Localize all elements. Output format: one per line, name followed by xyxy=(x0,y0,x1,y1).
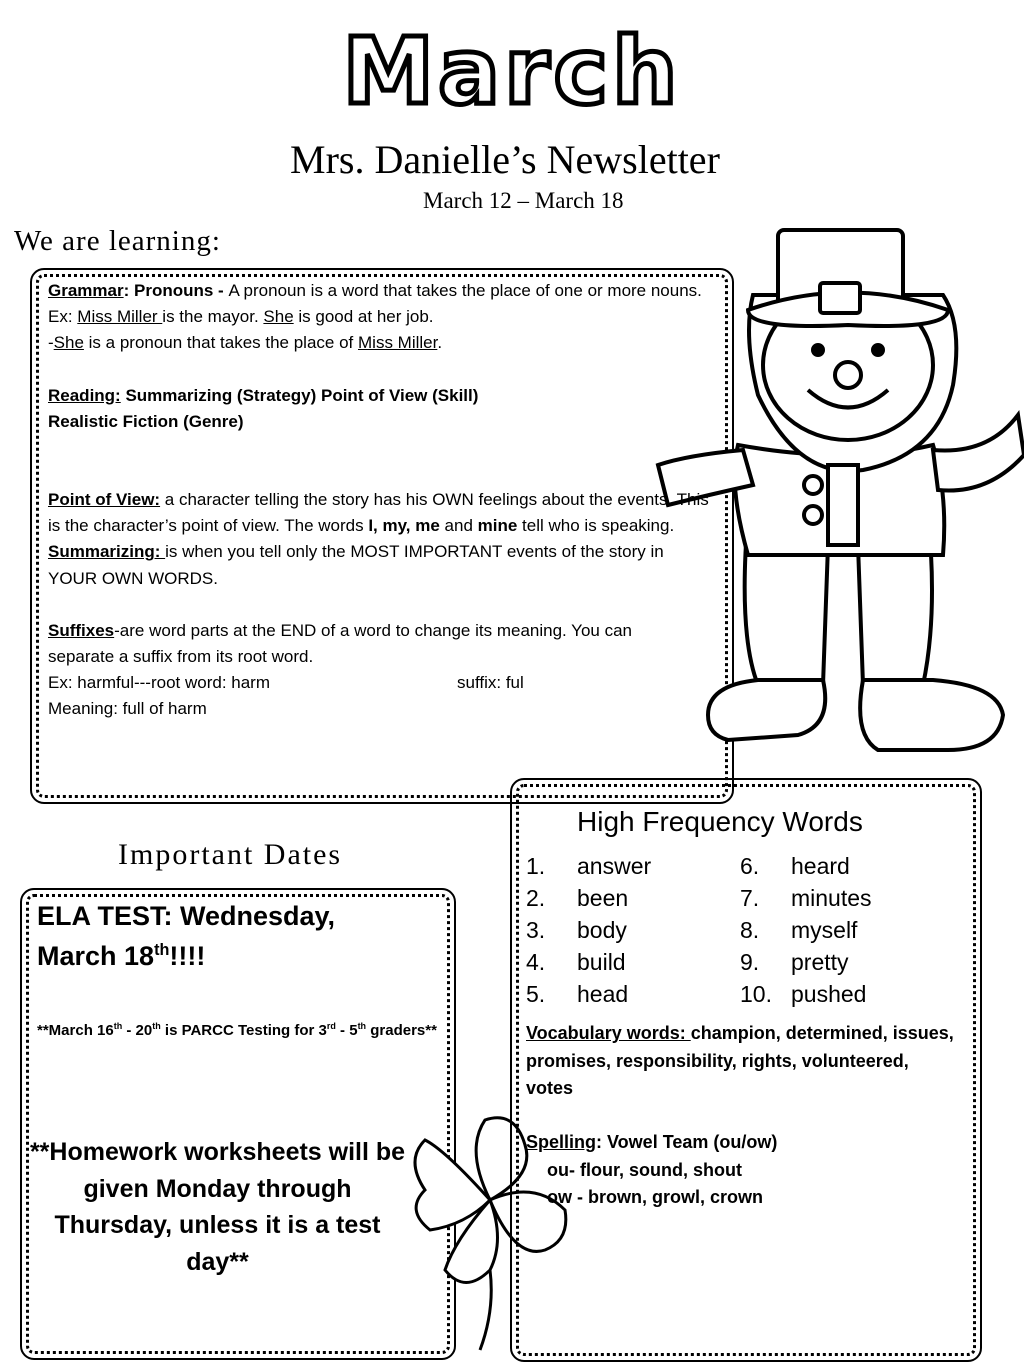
vocab-list: champion, determined, issues, promises, responsibility, rights, volunteered, votes xyxy=(526,1023,954,1098)
pov-words: I, my, me xyxy=(368,516,440,536)
ela-date: March 18 xyxy=(37,941,155,971)
spelling-topic: : Vowel Team (ou/ow) xyxy=(596,1132,778,1152)
hfw-word: minutes xyxy=(791,885,872,911)
hfw-row xyxy=(526,914,966,946)
hfw-number: 8. xyxy=(740,917,760,943)
hfw-number: 1. xyxy=(526,853,546,879)
hfw-word: body xyxy=(577,917,627,943)
spelling-line xyxy=(526,1129,956,1157)
ela-test-line2 xyxy=(37,936,437,976)
pov-text: a character telling the story has his OWN feelings about the events. This is the character’s point of view. The words xyxy=(48,490,709,536)
suffix-label: Suffixes xyxy=(48,620,115,640)
reading-label: Reading: xyxy=(48,385,121,405)
summarizing-paragraph xyxy=(48,539,698,591)
hfw-row xyxy=(526,978,966,1010)
pov-text-end: tell who is speaking. xyxy=(517,516,675,536)
suffix-paragraph xyxy=(48,618,698,670)
date-range: March 12 – March 18 xyxy=(423,188,624,213)
note-dash: - xyxy=(48,333,54,353)
suffix-meaning: Meaning: full of harm xyxy=(48,699,207,719)
pov-mine: mine xyxy=(477,516,518,536)
note-pronoun: She xyxy=(53,333,84,353)
reading-genre: Realistic Fiction (Genre) xyxy=(48,411,244,431)
learning-content xyxy=(48,278,728,723)
pov-label: Point of View: xyxy=(48,490,161,510)
grammar-example xyxy=(48,304,728,330)
hfw-number: 4. xyxy=(526,949,546,975)
hfw-word: myself xyxy=(791,917,858,943)
reading-line xyxy=(48,383,728,409)
spelling-ou: ou- flour, sound, shout xyxy=(547,1159,742,1180)
hfw-number: 5. xyxy=(526,981,546,1007)
grammar-paragraph xyxy=(48,278,728,304)
suffix-example-root: Ex: harmful---root word: harm xyxy=(48,673,270,693)
vocab-label: Vocabulary words: xyxy=(526,1023,691,1043)
ela-date-suffix: th xyxy=(154,941,170,959)
ex-pronoun: She xyxy=(263,307,294,327)
suffix-example-suffix: suffix: ful xyxy=(457,673,524,693)
grammar-topic: : Pronouns - xyxy=(123,281,229,300)
ex-noun: Miss Miller xyxy=(77,307,163,327)
ex-end: is good at her job. xyxy=(293,307,434,327)
parcc-sup1: th xyxy=(113,1021,123,1031)
grammar-definition: A pronoun is a word that takes the place of one or more nouns. xyxy=(228,281,702,300)
note-end: . xyxy=(437,333,443,353)
note-noun: Miss Miller xyxy=(358,333,438,353)
sum-label: Summarizing: xyxy=(48,542,166,562)
parcc-a: **March 16 xyxy=(37,1022,114,1039)
vocabulary-words xyxy=(526,1020,956,1103)
ela-test-line1: ELA TEST: Wednesday, xyxy=(37,901,336,931)
spelling-label: Spelling xyxy=(526,1132,597,1152)
hfw-word: heard xyxy=(791,853,850,879)
hfw-word: answer xyxy=(577,853,652,879)
hfw-number: 6. xyxy=(740,853,760,879)
ela-exclaim: !!!! xyxy=(169,941,206,971)
newsletter-subtitle: Mrs. Danielle’s Newsletter xyxy=(290,137,720,182)
hfw-number: 2. xyxy=(526,885,546,911)
grammar-note xyxy=(48,330,728,356)
ela-test-notice xyxy=(37,896,437,976)
grammar-label: Grammar xyxy=(48,281,124,300)
spelling-section xyxy=(526,1129,956,1212)
hfw-word: pretty xyxy=(791,949,849,975)
hfw-row xyxy=(526,882,966,914)
hfw-number: 7. xyxy=(740,885,760,911)
hfw-word: pushed xyxy=(791,981,867,1007)
suffix-example xyxy=(48,670,728,696)
hfw-word: head xyxy=(577,981,629,1007)
pov-paragraph xyxy=(48,487,713,539)
suffix-text: -are word parts at the END of a word to change its meaning. You can separate a suffix from its root word. xyxy=(48,620,632,667)
parcc-b: - 20 xyxy=(122,1022,153,1039)
hfw-word: been xyxy=(577,885,629,911)
hfw-row xyxy=(526,946,966,978)
parcc-sup4: th xyxy=(357,1021,367,1031)
hfw-number: 3. xyxy=(526,917,546,943)
parcc-notice xyxy=(37,1018,437,1043)
hfw-number: 10. xyxy=(740,981,772,1007)
parcc-sup3: rd xyxy=(326,1021,336,1031)
month-title: March xyxy=(342,18,682,125)
homework-notice: **Homework worksheets will be given Monday through Thursday, unless it is a test day** xyxy=(29,1138,406,1276)
hfw-list xyxy=(526,850,966,1010)
pov-and: and xyxy=(439,516,478,536)
ex-prefix: Ex: xyxy=(48,307,78,327)
hfw-word: build xyxy=(577,949,626,975)
important-dates-heading: Important Dates xyxy=(118,838,343,871)
hfw-heading: High Frequency Words xyxy=(577,806,863,837)
note-mid: is a pronoun that takes the place of xyxy=(83,333,358,353)
reading-text: Summarizing (Strategy) Point of View (Skill) xyxy=(120,385,479,405)
hfw-row xyxy=(526,850,966,882)
parcc-e: graders** xyxy=(366,1022,437,1039)
spelling-ow: ow - brown, growl, crown xyxy=(547,1187,763,1207)
ex-mid: is the mayor. xyxy=(162,307,264,327)
parcc-sup2: th xyxy=(152,1021,161,1031)
learning-heading: We are learning: xyxy=(14,225,221,257)
parcc-c: is PARCC Testing for 3 xyxy=(160,1022,327,1039)
parcc-d: - 5 xyxy=(335,1022,358,1039)
hfw-number: 9. xyxy=(740,949,760,975)
sum-text: is when you tell only the MOST IMPORTANT events of the story in YOUR OWN WORDS. xyxy=(48,542,664,588)
